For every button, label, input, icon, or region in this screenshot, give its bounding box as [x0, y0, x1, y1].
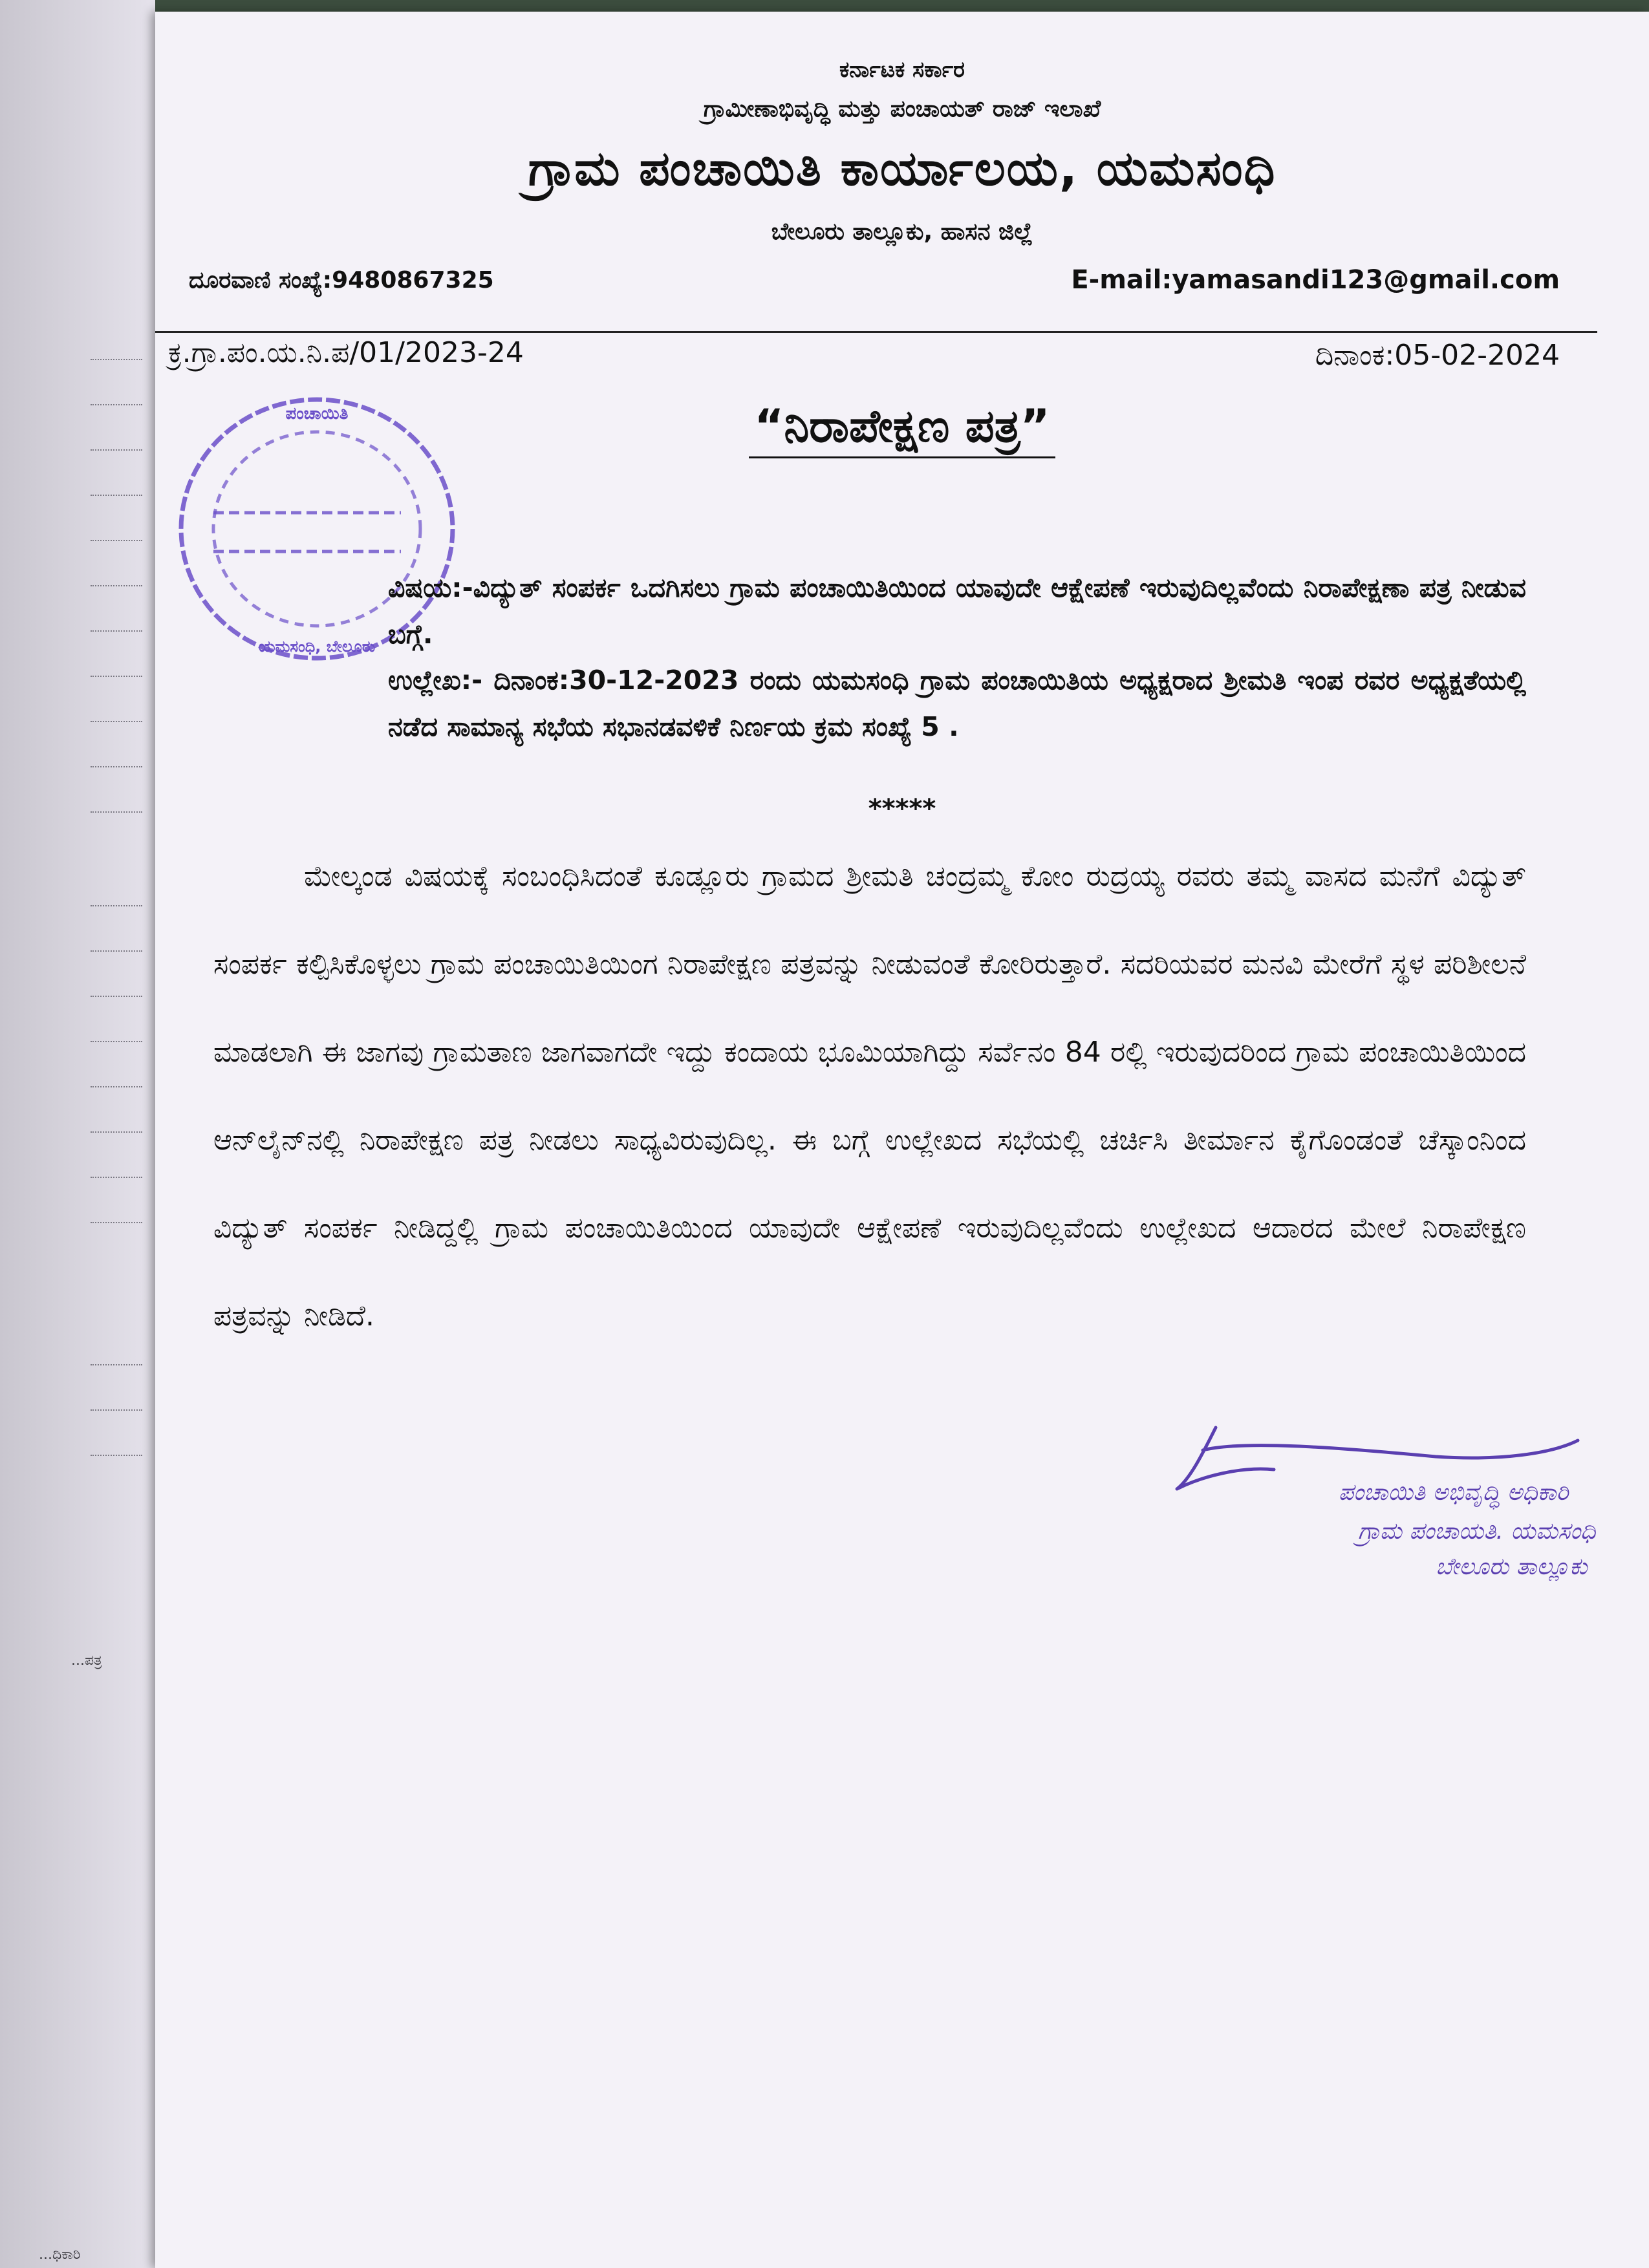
form-rule: [91, 495, 142, 496]
form-rule: [91, 449, 142, 451]
form-rule: [91, 1177, 142, 1178]
letter-date: ದಿನಾಂಕ:05-02-2024: [1315, 339, 1560, 372]
signatory-designation: ಪಂಚಾಯಿತಿ ಅಭಿವೃದ್ಧಿ ಅಧಿಕಾರಿ: [1339, 1479, 1569, 1506]
form-rule: [91, 359, 142, 360]
office-title: ಗ್ರಾಮ ಪಂಚಾಯಿತಿ ಕಾರ್ಯಾಲಯ, ಯಮಸಂಧಿ: [528, 141, 1277, 197]
form-rule: [91, 1086, 142, 1087]
office-location: ಬೇಲೂರು ತಾಲ್ಲೂಕು, ಹಾಸನ ಜಿಲ್ಲೆ: [771, 219, 1033, 245]
form-rule: [91, 996, 142, 997]
form-rule: [91, 721, 142, 722]
signatory-taluk: ಬೇಲೂರು ತಾಲ್ಲೂಕು: [1436, 1554, 1588, 1580]
form-rule: [91, 540, 142, 541]
document-title-text: “ನಿರಾಪೇಕ್ಷಣ ಪತ್ರ”: [749, 400, 1055, 458]
department-heading: ಗ್ರಾಮೀಣಾಭಿವೃದ್ಧಿ ಮತ್ತು ಪಂಚಾಯತ್ ರಾಜ್ ಇಲಾಖೆ: [703, 96, 1101, 122]
header-divider: [155, 331, 1597, 333]
form-rule: [91, 950, 142, 952]
state-heading: ಕರ್ನಾಟಕ ಸರ್ಕಾರ: [839, 57, 965, 83]
form-rule: [91, 1409, 142, 1411]
form-rule: [91, 1222, 142, 1223]
underpage-fragment: ...ಧಿಕಾರಿ: [39, 2247, 81, 2263]
form-rule: [91, 766, 142, 767]
body-paragraph: ಮೇಲ್ಕಂಡ ವಿಷಯಕ್ಕೆ ಸಂಬಂಧಿಸಿದಂತೆ ಕೂಡ್ಲೂರು ಗ್ರಾಮದ ಶ್ರೀಮತಿ ಚಂದ್ರಮ್ಮ ಕೋಂ ರುದ್ರಯ್ಯ ರವರು ತಮ್ಮ ವಾಸದ ಮನೆಗೆ ವಿದ್ಯುತ್ ಸಂಪರ್ಕ ಕಲ್ಪಿಸಿಕೊಳ್ಳಲು ಗ್ರಾಮ ಪಂಚಾಯಿತಿಯಿಂಗ ನಿರಾಪೇಕ್ಷಣ ಪತ್ರವನ್ನು ನೀಡುವಂತೆ ಕೋರಿರುತ್ತಾರೆ. ಸದರಿಯವರ ಮನವಿ ಮೇರೆಗೆ ಸ್ಥಳ ಪರಿಶೀಲನೆ ಮಾಡಲಾಗಿ ಈ ಜಾಗವು ಗ್ರಾಮತಾಣ ಜಾಗವಾಗದೇ ಇದ್ದು ಕಂದಾಯ ಭೂಮಿಯಾಗಿದ್ದು ಸರ್ವೆನಂ 84 ರಲ್ಲಿ ಇರುವುದರಿಂದ ಗ್ರಾಮ ಪಂಚಾಯಿತಿಯಿಂದ ಆನ್‌ಲೈನ್‌ನಲ್ಲಿ ನಿರಾಪೇಕ್ಷಣ ಪತ್ರ ನೀಡಲು ಸಾಧ್ಯವಿರುವುದಿಲ್ಲ. ಈ ಬಗ್ಗೆ ಉಲ್ಲೇಖದ ಸಭೆಯಲ್ಲಿ ಚರ್ಚಿಸಿ ತೀರ್ಮಾನ ಕೈಗೊಂಡಂತೆ ಚೆಸ್ಕಾಂನಿಂದ ವಿದ್ಯುತ್ ಸಂಪರ್ಕ ನೀಡಿದ್ದಲ್ಲಿ ಗ್ರಾಮ ಪಂಚಾಯಿತಿಯಿಂದ ಯಾವುದೇ ಆಕ್ಷೇಪಣೆ ಇರುವುದಿಲ್ಲವೆಂದು ಉಲ್ಲೇಖದ ಆದಾರದ ಮೇಲೆ ನಿರಾಪೇಕ್ಷಣ ಪತ್ರವನ್ನು ನೀಡಿದೆ.: [213, 860, 1526, 1332]
seal-text-bottom: ಯಮಸಂಧಿ, ಬೇಲೂರು: [258, 637, 376, 656]
form-rule: [91, 1131, 142, 1133]
form-rule: [91, 585, 142, 586]
form-rule: [91, 811, 142, 813]
reference-line: ಉಲ್ಲೇಖ:- ದಿನಾಂಕ:30-12-2023 ರಂದು ಯಮಸಂಧಿ ಗ್ರಾಮ ಪಂಚಾಯಿತಿಯ ಅಧ್ಯಕ್ಷರಾದ ಶ್ರೀಮತಿ ಇಂಪ ರವರ ಅಧ್ಯಕ್ಷತೆಯಲ್ಲಿ ನಡೆದ ಸಾಮಾನ್ಯ ಸಭೆಯ ಸಭಾನಡವಳಿಕೆ ನಿರ್ಣಯ ಕ್ರಮ ಸಂಖ್ಯೆ 5 .: [388, 665, 1526, 742]
form-rule: [91, 1364, 142, 1365]
form-rule: [91, 404, 142, 405]
email-address: E-mail:yamasandi123@gmail.com: [1071, 265, 1560, 295]
form-rule: [91, 1455, 142, 1456]
section-separator: *****: [868, 794, 936, 824]
seal-text-top: ಪಂಚಾಯಿತಿ: [285, 404, 349, 423]
form-rule: [91, 905, 142, 906]
document-title: [155, 400, 1649, 453]
underpage-fragment: ...ಪತ್ರ: [71, 1653, 102, 1669]
signatory-office: ಗ್ರಾಮ ಪಂಚಾಯತಿ. ಯಮಸಂಧಿ: [1358, 1518, 1596, 1545]
form-rule: [91, 1041, 142, 1042]
form-rule: [91, 630, 142, 632]
letter-page: [155, 12, 1649, 2268]
phone-number: ದೂರವಾಣಿ ಸಂಖ್ಯೆ:9480867325: [189, 267, 494, 294]
form-rule: [91, 676, 142, 677]
signature-block: [1164, 1415, 1617, 1580]
subject-line: ವಿಷಯ:-ವಿದ್ಯುತ್ ಸಂಪರ್ಕ ಒದಗಿಸಲು ಗ್ರಾಮ ಪಂಚಾಯಿತಿಯಿಂದ ಯಾವುದೇ ಆಕ್ಷೇಪಣೆ ಇರುವುದಿಲ್ಲವೆಂದು ನಿರಾಪೇಕ್ಷಣಾ ಪತ್ರ ನೀಡುವ ಬಗ್ಗೆ.: [388, 572, 1526, 650]
reference-number: ಕ್ರ.ಗ್ರಾ.ಪಂ.ಯ.ನಿ.ಪ/01/2023-24: [168, 336, 524, 369]
